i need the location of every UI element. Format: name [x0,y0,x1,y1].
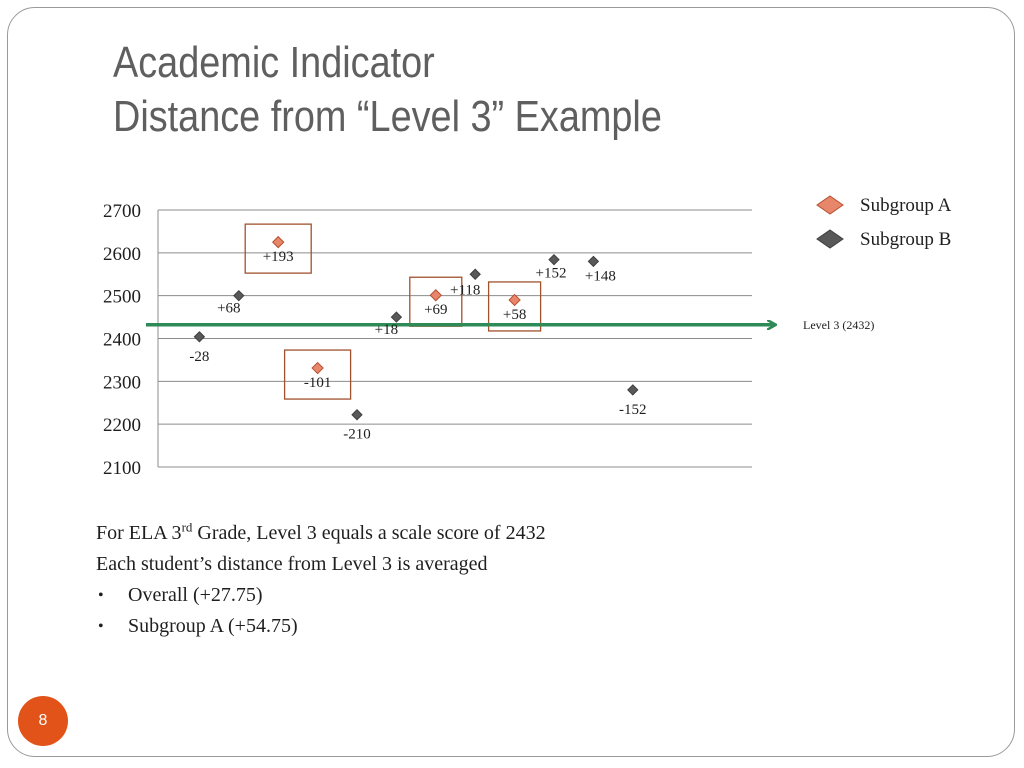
bullet-text: Overall (+27.75) [128,584,263,606]
subgroup-a-point [430,290,441,301]
bullet-dot-icon: • [98,618,104,635]
data-label: +68 [217,300,241,317]
bullet-list [96,580,546,642]
data-label: -210 [343,426,371,443]
page-number-badge [18,696,68,746]
y-tick-label: 2300 [103,372,141,394]
body-line-1 [96,518,546,549]
subgroup-a-point [273,237,284,248]
legend-subgroup-b-marker [817,230,843,248]
body-line-1-prefix: For ELA 3 [96,522,182,544]
legend-subgroup-a-marker [817,196,843,214]
legend-label: Subgroup A [860,195,952,216]
legend-label: Subgroup B [860,229,952,250]
title-line-1: Academic Indicator [113,38,435,87]
body-line-1-suffix: Grade, Level 3 equals a scale score of 2432 [192,522,546,544]
bullet-dot-icon: • [98,587,104,604]
y-tick-label: 2700 [103,201,141,222]
data-label: +69 [424,302,448,319]
y-tick-label: 2600 [103,243,141,265]
bullet-item [96,611,546,642]
y-tick-label: 2500 [103,286,141,308]
title-line-2: Distance from “Level 3” Example [113,92,662,141]
data-label: -28 [189,348,210,365]
bullet-text: Subgroup A (+54.75) [128,615,298,637]
subgroup-b-point [194,332,204,342]
body-text [96,518,546,642]
subgroup-b-point [549,255,559,265]
data-label: +148 [584,268,616,285]
bullet-item [96,580,546,611]
subgroup-b-point [391,312,401,322]
subgroup-b-point [352,410,362,420]
data-label: -152 [619,401,647,418]
subgroup-b-point [628,385,638,395]
y-tick-label: 2200 [103,415,141,437]
y-tick-label: 2400 [103,329,141,351]
subgroup-b-point [470,269,480,279]
body-line-2: Each student’s distance from Level 3 is averaged [96,553,488,575]
level-3-label: Level 3 (2432) [803,317,875,332]
ordinal-suffix: rd [181,519,193,535]
data-label: +58 [502,306,527,323]
data-label: +152 [535,265,567,282]
subgroup-b-point [588,256,598,266]
subgroup-a-point [312,363,323,374]
y-tick-label: 2100 [103,458,141,479]
page-number: 8 [38,712,48,729]
data-label: -101 [303,375,332,392]
data-label: +193 [262,249,294,266]
data-label: +18 [374,322,399,339]
data-label: +118 [449,282,481,299]
subgroup-b-point [234,291,244,301]
